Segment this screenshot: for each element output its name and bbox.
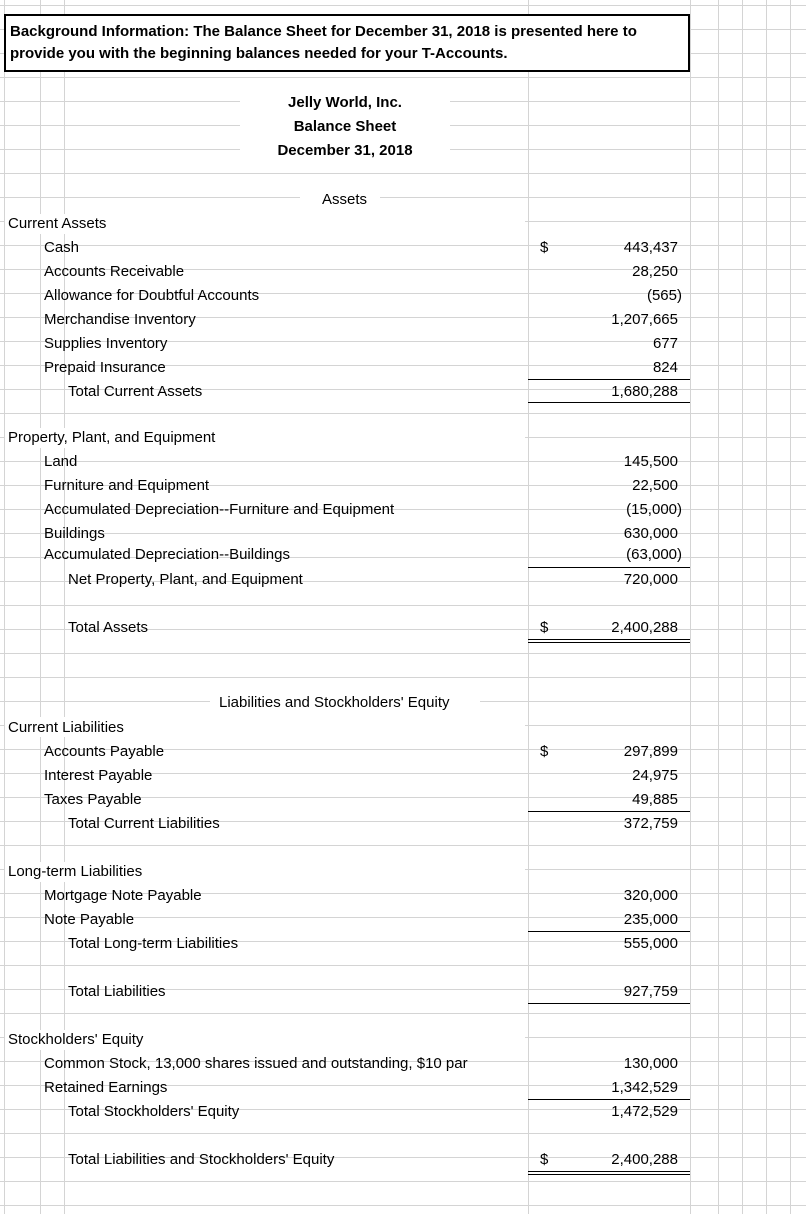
total-assets-value: 2,400,288 (611, 619, 678, 636)
line-item-value: 320,000 (623, 887, 678, 904)
grid-column-line (766, 0, 767, 1214)
grid-column-line (690, 0, 691, 1214)
grid-row-line (0, 965, 806, 966)
line-item-label: Supplies Inventory (44, 335, 168, 352)
statement-title: Balance Sheet (293, 118, 397, 135)
line-item-value: 630,000 (623, 525, 678, 542)
total-current-assets-value: 1,680,288 (611, 383, 678, 400)
total-current-assets-label: Total Current Assets (68, 383, 203, 400)
grid-row-line (0, 653, 806, 654)
line-item-value: 28,250 (632, 263, 678, 280)
line-item-label: Merchandise Inventory (44, 311, 196, 328)
grid-row-line (0, 677, 806, 678)
grid-row-line (0, 173, 806, 174)
dollar-sign: $ (540, 743, 549, 760)
grid-row-line (0, 197, 806, 198)
grid-row-line (0, 1205, 806, 1206)
grid-row-line (0, 533, 806, 534)
grid-row-line (0, 845, 806, 846)
grid-row-line (0, 245, 806, 246)
banner-line-1: Background Information: The Balance Sheet for December 31, 2018 is presented here to (10, 23, 637, 40)
line-item-value: 677 (652, 335, 678, 352)
total-assets-label: Total Assets (68, 619, 149, 636)
total-liabilities-value: 927,759 (623, 983, 678, 1000)
stockholders-equity-label: Stockholders' Equity (8, 1031, 144, 1048)
grid-row-line (0, 1181, 806, 1182)
liabilities-equity-heading: Liabilities and Stockholders' Equity (219, 694, 450, 711)
line-item-label: Allowance for Doubtful Accounts (44, 287, 260, 304)
total-liabilities-equity-value: 2,400,288 (611, 1151, 678, 1168)
line-item-value: (15,000) (626, 501, 682, 518)
grid-row-line (0, 5, 806, 6)
assets-heading: Assets (322, 191, 368, 208)
line-item-label: Land (44, 453, 78, 470)
total-liabilities-equity-label: Total Liabilities and Stockholders' Equity (68, 1151, 335, 1168)
line-item-value: 22,500 (632, 477, 678, 494)
line-item-label: Cash (44, 239, 80, 256)
total-stockholders-equity-value: 1,472,529 (611, 1103, 678, 1120)
grid-row-line (0, 1013, 806, 1014)
line-item-value: (63,000) (626, 546, 682, 563)
line-item-value: 49,885 (632, 791, 678, 808)
line-item-label: Note Payable (44, 911, 135, 928)
line-item-label: Interest Payable (44, 767, 153, 784)
dollar-sign: $ (540, 1151, 549, 1168)
line-item-value: 235,000 (623, 911, 678, 928)
long-term-liabilities-label: Long-term Liabilities (8, 863, 143, 880)
grid-column-line (718, 0, 719, 1214)
line-item-label: Common Stock, 13,000 shares issued and outstanding, $10 par (44, 1055, 468, 1072)
statement-date: December 31, 2018 (277, 142, 413, 159)
line-item-value: 145,500 (623, 453, 678, 470)
line-item-label: Retained Earnings (44, 1079, 168, 1096)
line-item-label: Accounts Payable (44, 743, 165, 760)
grid-row-line (0, 413, 806, 414)
line-item-label: Accumulated Depreciation--Furniture and Equipment (44, 501, 395, 518)
total-stockholders-equity-label: Total Stockholders' Equity (68, 1103, 240, 1120)
line-item-label: Mortgage Note Payable (44, 887, 202, 904)
line-item-value: 24,975 (632, 767, 678, 784)
grid-column-line (528, 0, 529, 1214)
line-item-value: 824 (652, 359, 678, 376)
total-long-term-liabilities-value: 555,000 (623, 935, 678, 952)
grid-row-line (0, 1133, 806, 1134)
line-item-label: Taxes Payable (44, 791, 142, 808)
line-item-value: 130,000 (623, 1055, 678, 1072)
background-info-banner (4, 14, 690, 72)
grid-row-line (0, 461, 806, 462)
company-name: Jelly World, Inc. (288, 94, 402, 111)
dollar-sign: $ (540, 619, 549, 636)
line-item-label: Furniture and Equipment (44, 477, 210, 494)
line-item-label: Prepaid Insurance (44, 359, 166, 376)
line-item-label: Buildings (44, 525, 105, 542)
line-item-label: Accounts Receivable (44, 263, 185, 280)
ppe-label: Property, Plant, and Equipment (8, 429, 216, 446)
grid-column-line (790, 0, 791, 1214)
line-item-label: Accumulated Depreciation--Buildings (44, 546, 290, 563)
current-assets-label: Current Assets (8, 215, 107, 232)
line-item-value: (565) (646, 287, 682, 304)
dollar-sign: $ (540, 239, 549, 256)
total-current-liabilities-value: 372,759 (623, 815, 678, 832)
current-liabilities-label: Current Liabilities (8, 719, 124, 736)
banner-line-2: provide you with the beginning balances needed for your T-Accounts. (10, 45, 508, 62)
total-current-liabilities-label: Total Current Liabilities (68, 815, 220, 832)
line-item-value: 297,899 (623, 743, 678, 760)
grid-column-line (742, 0, 743, 1214)
line-item-value: 1,207,665 (611, 311, 678, 328)
grid-row-line (0, 605, 806, 606)
total-long-term-liabilities-label: Total Long-term Liabilities (68, 935, 239, 952)
line-item-value: 443,437 (623, 239, 678, 256)
line-item-value: 1,342,529 (611, 1079, 678, 1096)
grid-row-line (0, 77, 806, 78)
net-ppe-value: 720,000 (623, 571, 678, 588)
net-ppe-label: Net Property, Plant, and Equipment (68, 571, 303, 588)
total-liabilities-label: Total Liabilities (68, 983, 166, 1000)
